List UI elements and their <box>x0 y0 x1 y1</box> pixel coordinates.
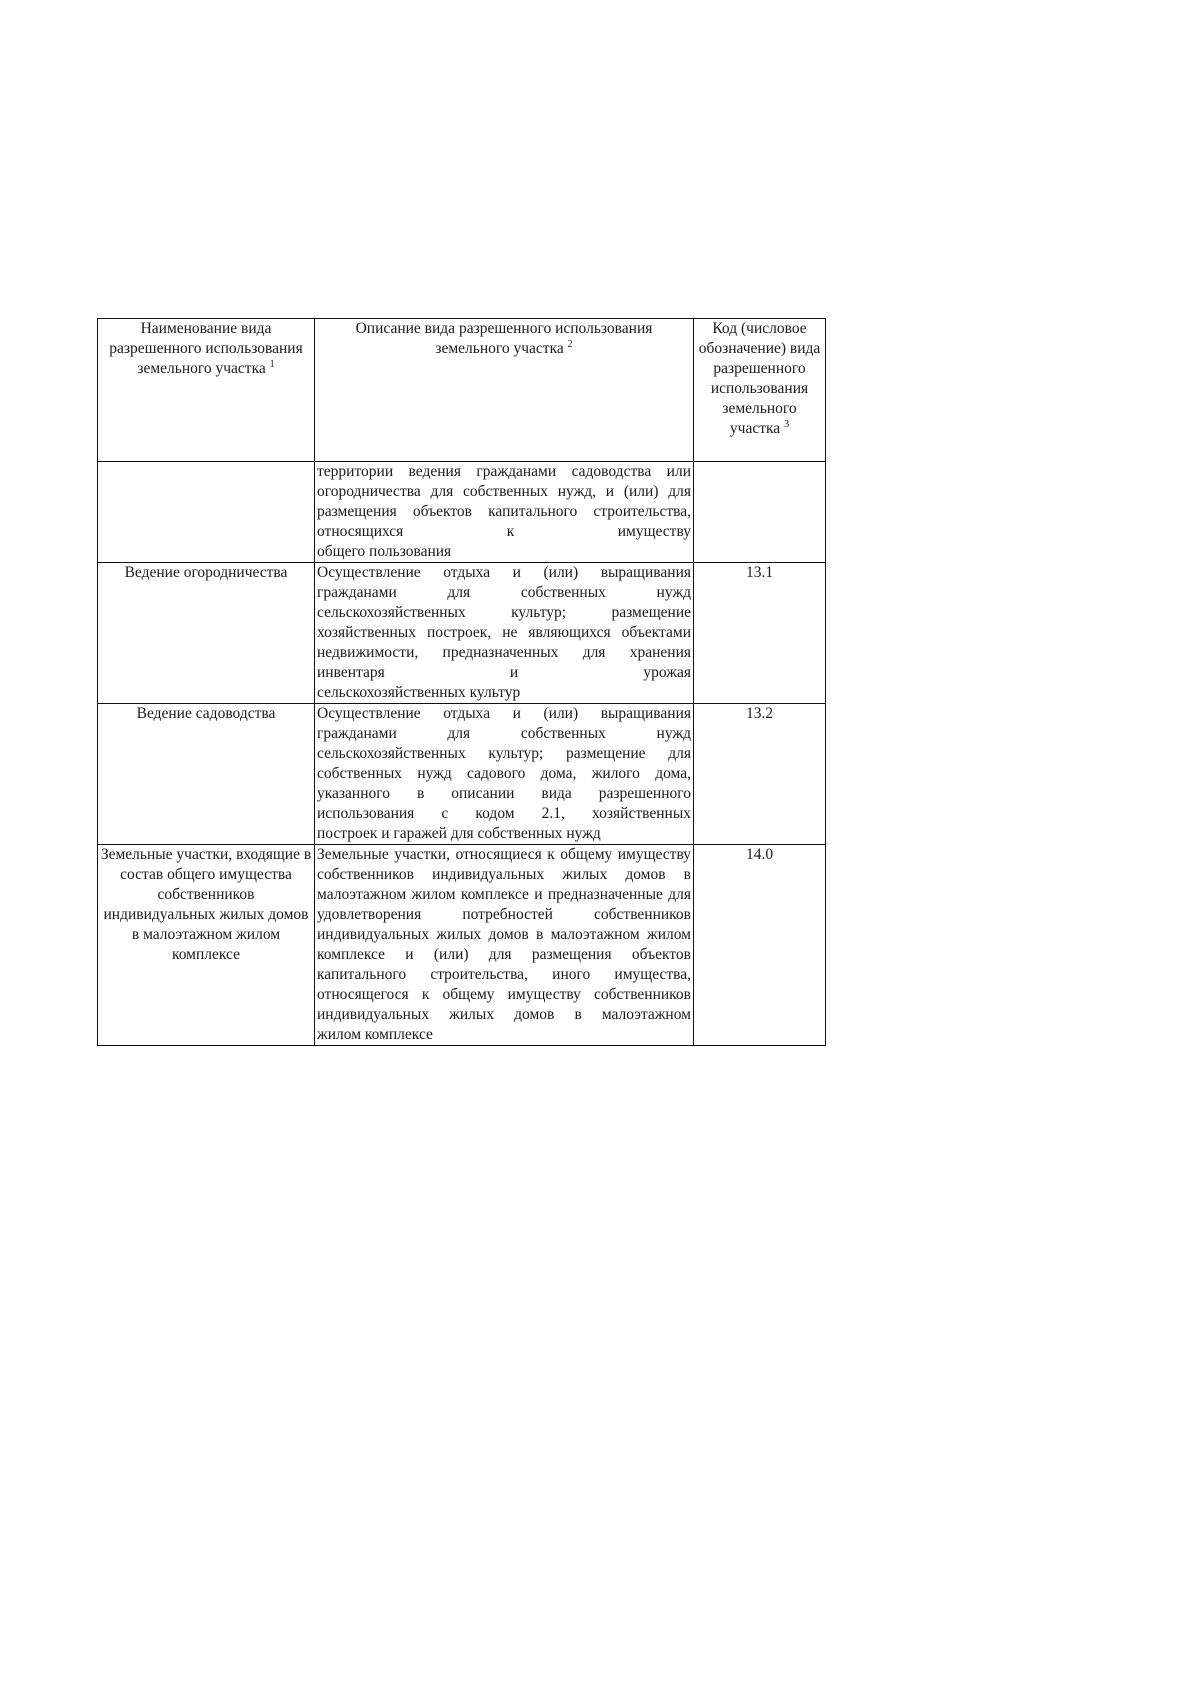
table-header-row <box>98 319 826 462</box>
header-description-text: Описание вида разрешенного использования земельного участка <box>355 320 653 357</box>
row-description-text: Осуществление отдыха и (или) выращивания гражданами для собственных нужд сельскохозяйственных культур; размещение хозяйственных построек, не являющихся объектами недвижимости, предназначенных для хранения инвентаря и урожая <box>317 564 691 681</box>
header-code-footnote: 3 <box>784 418 790 430</box>
row-description-last-line: сельскохозяйственных культур <box>317 684 521 701</box>
row-name: Земельные участки, входящие в состав общего имущества собственников индивидуальных жилых домов в малоэтажном жилом комплексе <box>98 845 315 1046</box>
row-name: Ведение садоводства <box>98 704 315 845</box>
row-code: 13.1 <box>694 563 826 704</box>
row-description-last-line: построек и гаражей для собственных нужд <box>317 825 601 842</box>
row-description-text: территории ведения гражданами садоводства или огородничества для собственных нужд, и (или) для размещения объектов капитального строительства, относящихся к имуществу <box>317 463 691 540</box>
row-name: Ведение огородничества <box>98 563 315 704</box>
row-description-last-line: жилом комплексе <box>317 1026 433 1043</box>
row-code: 13.2 <box>694 704 826 845</box>
header-code-text: Код (числовое обозначение) вида разрешенного использования земельного участка <box>698 320 821 437</box>
land-use-table <box>97 318 826 1046</box>
header-name <box>98 319 315 462</box>
row-name <box>98 462 315 563</box>
table-row <box>98 563 826 704</box>
row-description <box>315 563 694 704</box>
header-description-footnote: 2 <box>567 338 573 350</box>
header-description <box>315 319 694 462</box>
table-row <box>98 704 826 845</box>
header-name-text: Наименование вида разрешенного использования земельного участка <box>109 320 303 377</box>
row-description-text: Осуществление отдыха и (или) выращивания гражданами для собственных нужд сельскохозяйственных культур; размещение для собственных нужд садового дома, жилого дома, указанного в описании вида разрешенного использования с кодом 2.1, хозяйственных <box>317 705 691 822</box>
header-name-footnote: 1 <box>269 358 275 370</box>
table-row <box>98 845 826 1046</box>
row-code: 14.0 <box>694 845 826 1046</box>
row-description <box>315 845 694 1046</box>
row-code <box>694 462 826 563</box>
table-row <box>98 462 826 563</box>
row-description-last-line: общего пользования <box>317 543 452 560</box>
row-description <box>315 704 694 845</box>
row-description <box>315 462 694 563</box>
row-description-text: Земельные участки, относящиеся к общему имуществу собственников индивидуальных жилых домов в малоэтажном жилом комплексе и предназначенные для удовлетворения потребностей собственников индивидуальных жилых домов в малоэтажном жилом комплексе и (или) для размещения объектов капитального строительства, иного имущества, относящегося к общему имуществу собственников индивидуальных жилых домов в малоэтажном <box>317 846 691 1023</box>
header-code <box>694 319 826 462</box>
